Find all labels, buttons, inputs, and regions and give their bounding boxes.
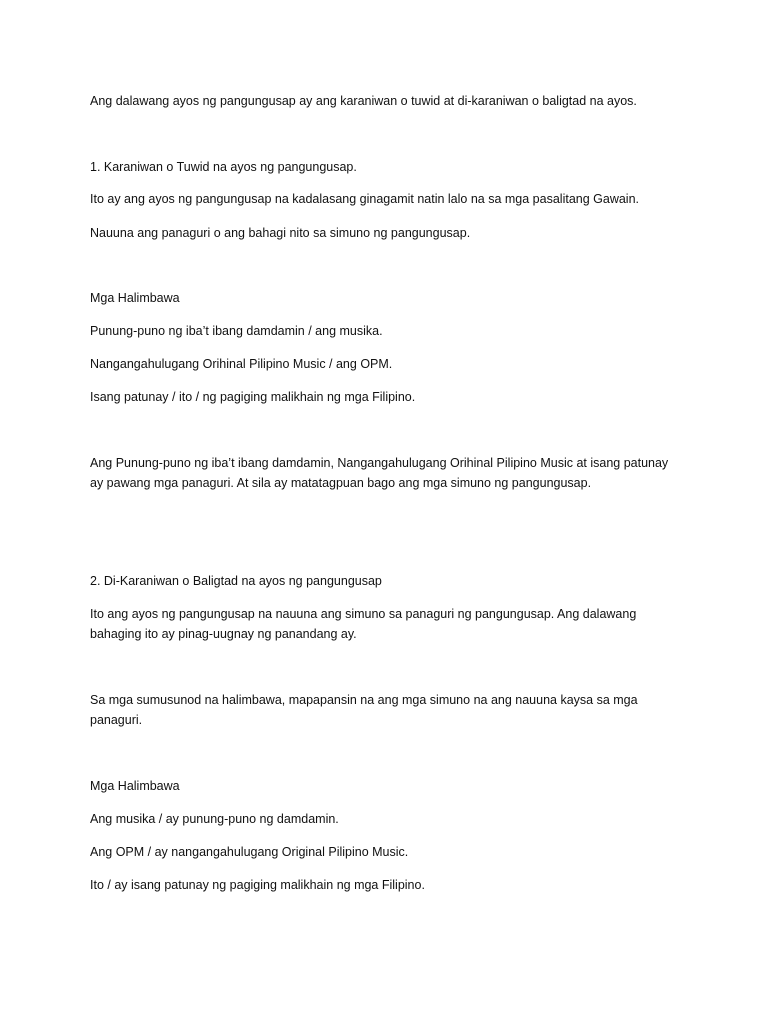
section-2-example-2: Ang OPM / ay nangangahulugang Original Pilipino Music. <box>90 845 409 859</box>
section-2-examples-heading: Mga Halimbawa <box>90 779 180 793</box>
section-2-note-line-1: Sa mga sumusunod na halimbawa, mapapansin na ang mga simuno na ang nauuna kaysa sa mga <box>90 693 638 707</box>
section-2-desc-line-2: bahaging ito ay pinag-uugnay ng panandang ay. <box>90 627 357 641</box>
section-2-example-1: Ang musika / ay punung-puno ng damdamin. <box>90 812 339 826</box>
section-1-example-3: Isang patunay / ito / ng pagiging malikhain ng mga Filipino. <box>90 390 416 404</box>
section-2-note-line-2: panaguri. <box>90 713 143 727</box>
section-2-example-3: Ito / ay isang patunay ng pagiging malikhain ng mga Filipino. <box>90 878 425 892</box>
section-1-summary-line-2: ay pawang mga panaguri. At sila ay matatagpuan bago ang mga simuno ng pangungusap. <box>90 476 592 490</box>
section-1-heading: 1. Karaniwan o Tuwid na ayos ng pangungusap. <box>90 160 357 174</box>
section-2-desc-line-1: Ito ang ayos ng pangungusap na nauuna ang simuno sa panaguri ng pangungusap. Ang dalawang <box>90 607 637 621</box>
section-1-examples-heading: Mga Halimbawa <box>90 291 180 305</box>
section-1-line-1: Ito ay ang ayos ng pangungusap na kadalasang ginagamit natin lalo na sa mga pasalitang Gawain. <box>90 192 639 206</box>
section-1-summary-line-1: Ang Punung-puno ng iba’t ibang damdamin, Nangangahulugang Orihinal Pilipino Music at isang patunay <box>90 456 669 470</box>
section-1-example-1: Punung-puno ng iba’t ibang damdamin / ang musika. <box>90 324 383 338</box>
section-1-line-2: Nauuna ang panaguri o ang bahagi nito sa simuno ng pangungusap. <box>90 226 471 240</box>
section-2-heading: 2. Di-Karaniwan o Baligtad na ayos ng pangungusap <box>90 574 382 588</box>
intro-text: Ang dalawang ayos ng pangungusap ay ang karaniwan o tuwid at di-karaniwan o baligtad na ayos. <box>90 94 637 108</box>
section-1-example-2: Nangangahulugang Orihinal Pilipino Music / ang OPM. <box>90 357 393 371</box>
